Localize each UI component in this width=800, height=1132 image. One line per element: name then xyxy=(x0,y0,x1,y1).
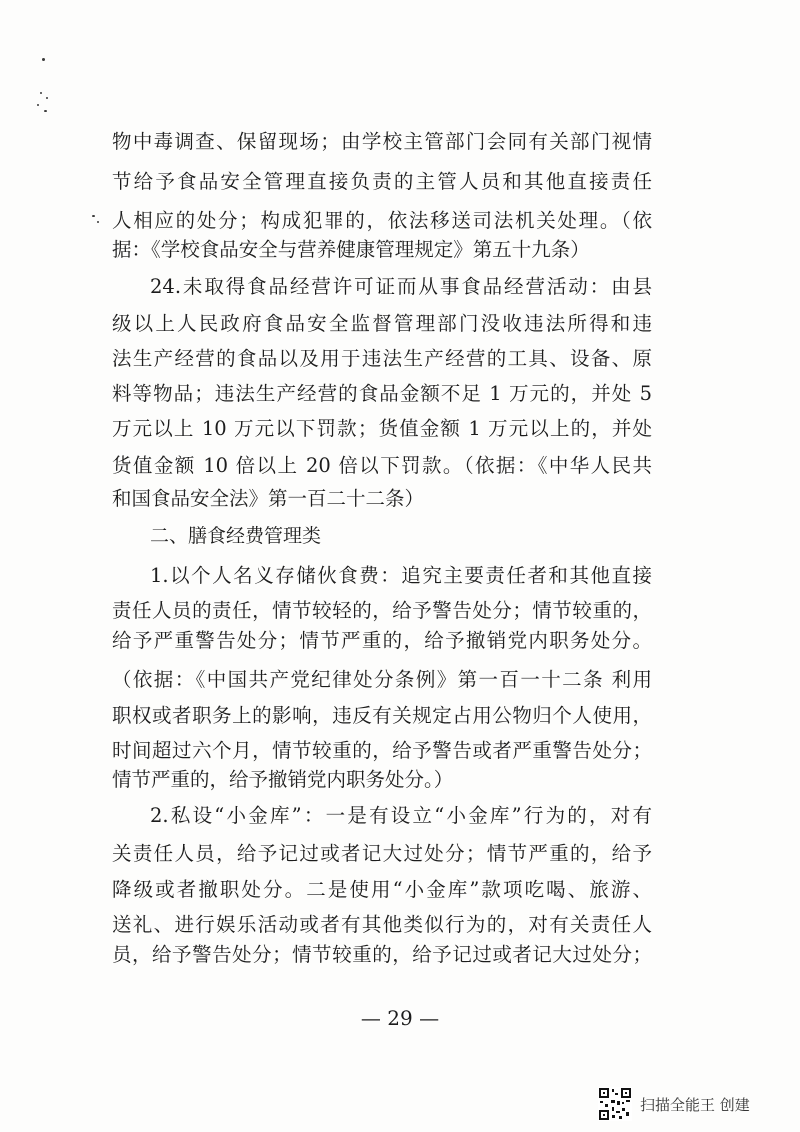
paragraph-line: 法生产经营的食品以及用于违法生产经营的工具、设备、原 xyxy=(112,347,652,370)
scan-speck xyxy=(97,221,99,223)
scan-speck xyxy=(37,104,39,106)
paragraph-line: 关责任人员，给予记过或者记大过处分；情节严重的，给予 xyxy=(112,842,652,865)
qr-code-icon xyxy=(598,1087,632,1121)
section-heading: 二、膳食经费管理类 xyxy=(150,525,322,547)
paragraph-line: （依据：《中国共产党纪律处分条例》第一百一十二条 利用 xyxy=(112,668,652,691)
paragraph-line: 2.私设“小金库”：一是有设立“小金库”行为的，对有 xyxy=(150,804,652,827)
scan-speck xyxy=(46,97,48,99)
paragraph-line: 送礼、进行娱乐活动或者有其他类似行为的，对有关责任人 xyxy=(112,913,652,936)
paragraph-line: 1.以个人名义存储伙食费：追究主要责任者和其他直接 xyxy=(150,564,652,587)
scan-speck xyxy=(40,92,42,94)
scan-speck xyxy=(42,58,45,61)
paragraph-line: 降级或者撤职处分。二是使用“小金库”款项吃喝、旅游、 xyxy=(112,878,652,901)
paragraph-line: 职权或者职务上的影响，违反有关规定占用公物归个人使用， xyxy=(112,704,652,727)
page-number: — 29 — xyxy=(360,1006,440,1030)
scanner-watermark xyxy=(598,1088,750,1120)
paragraph-line: 级以上人民政府食品安全监督管理部门没收违法所得和违 xyxy=(112,312,652,335)
paragraph-line: 员，给予警告处分；情节较重的，给予记过或者记大过处分； xyxy=(112,943,652,966)
paragraph-line: 和国食品安全法》第一百二十二条） xyxy=(112,487,425,510)
scan-speck xyxy=(92,215,95,217)
watermark-text: 扫描全能王 创建 xyxy=(640,1095,750,1114)
paragraph-line: 情节严重的，给予撤销党内职务处分。） xyxy=(112,768,454,791)
scan-speck xyxy=(44,110,47,112)
paragraph-line: 货值金额 10 倍以上 20 倍以下罚款。（依据：《中华人民共 xyxy=(112,454,652,477)
paragraph-line: 万元以上 10 万元以下罚款；货值金额 1 万元以上的，并处 xyxy=(112,417,652,440)
paragraph-line: 料等物品；违法生产经营的食品金额不足 1 万元的，并处 5 xyxy=(112,382,652,405)
paragraph-line: 责任人员的责任，情节较轻的，给予警告处分；情节较重的， xyxy=(112,599,652,622)
paragraph-line: 节给予食品安全管理直接负责的主管人员和其他直接责任 xyxy=(112,170,652,193)
paragraph-line: 时间超过六个月，情节较重的，给予警告或者严重警告处分； xyxy=(112,739,652,762)
paragraph-line: 物中毒调查、保留现场；由学校主管部门会同有关部门视情 xyxy=(112,130,652,153)
paragraph-line: 24.未取得食品经营许可证而从事食品经营活动：由县 xyxy=(150,275,652,298)
paragraph-line: 给予严重警告处分；情节严重的，给予撤销党内职务处分。 xyxy=(112,629,652,652)
paragraph-line: 据：《学校食品安全与营养健康管理规定》第五十九条） xyxy=(112,238,590,261)
paragraph-line: 人相应的处分；构成犯罪的，依法移送司法机关处理。（依 xyxy=(112,209,652,232)
